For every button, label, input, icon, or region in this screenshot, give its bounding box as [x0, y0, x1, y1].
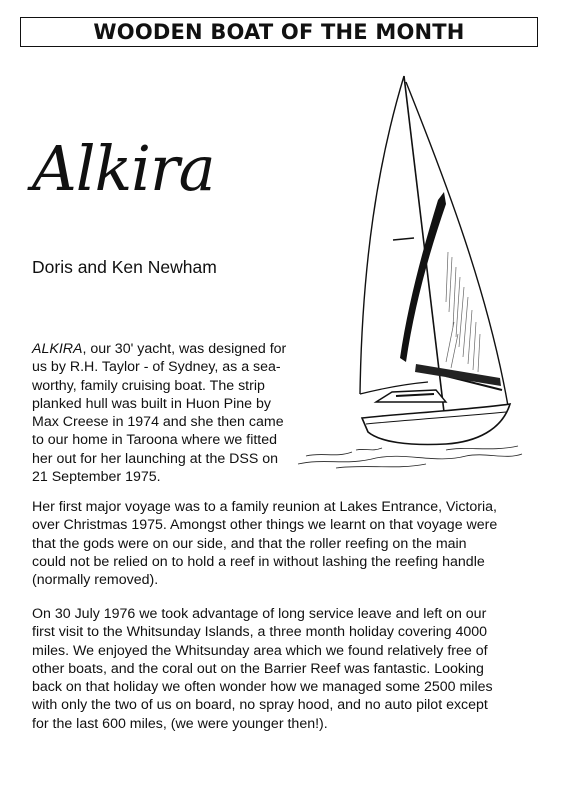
intro-paragraph — [32, 340, 332, 486]
article-authors: Doris and Ken Newham — [32, 257, 217, 277]
paragraph-line: other boats, and the coral out on the Barrier Reef was fantastic. Looking — [32, 660, 484, 677]
boat-name: ALKIRA — [32, 341, 83, 357]
body-paragraph-whitsunday — [32, 605, 552, 733]
intro-line: to our home in Taroona where we fitted — [32, 432, 278, 449]
intro-line: , our 30' yacht, was designed for — [82, 341, 287, 357]
article-title: Alkira — [32, 132, 215, 205]
intro-line: us by R.H. Taylor - of Sydney, as a sea- — [32, 359, 281, 376]
paragraph-line: On 30 July 1976 we took advantage of long service leave and left on our — [32, 606, 487, 622]
paragraph-line: first visit to the Whitsunday Islands, a three month holiday covering 4000 — [32, 624, 488, 641]
body-paragraph-voyage — [32, 498, 552, 589]
paragraph-line: miles. We enjoyed the Whitsunday area which we found relatively free of — [32, 642, 488, 659]
intro-line: Max Creese in 1974 and she then came — [32, 414, 284, 431]
paragraph-line: over Christmas 1975. Amongst other things we learnt on that voyage were — [32, 517, 498, 534]
paragraph-line: back on that holiday we often wonder how we managed some 2500 miles — [32, 679, 493, 696]
paragraph-line: that the gods were on our side, and that the roller reefing on the main — [32, 535, 467, 552]
section-banner — [20, 17, 538, 47]
paragraph-line: for the last 600 miles, (we were younger then!). — [32, 715, 328, 732]
banner-text: WOODEN BOAT OF THE MONTH — [93, 19, 465, 44]
paragraph-line: (normally removed). — [32, 572, 159, 589]
paragraph-line: Her first major voyage was to a family reunion at Lakes Entrance, Victoria, — [32, 499, 497, 515]
paragraph-line: could not be relied on to hold a reef in without lashing the reefing handle — [32, 553, 485, 570]
intro-line: her out for her launching at the DSS on — [32, 450, 279, 467]
intro-line: planked hull was built in Huon Pine by — [32, 395, 271, 412]
intro-line: 21 September 1975. — [32, 469, 161, 486]
intro-line: worthy, family cruising boat. The strip — [32, 377, 265, 394]
paragraph-line: with only the two of us on board, no spray hood, and no auto pilot except — [32, 697, 488, 714]
sailboat-sketch-icon — [296, 72, 524, 480]
